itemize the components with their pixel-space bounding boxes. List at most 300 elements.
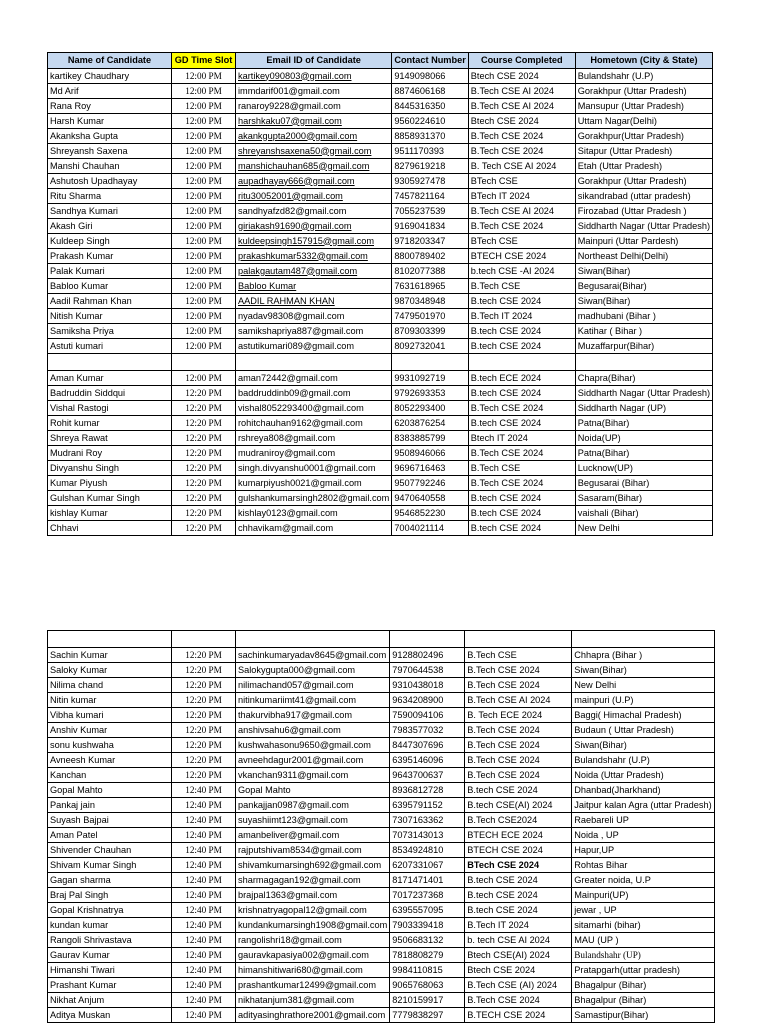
candidate-name: Kanchan [48,768,172,783]
hometown: Noida (Uttar Pradesh) [572,768,714,783]
candidate-email[interactable]: giriakash91690@gmail.com [236,219,392,234]
gd-time-slot: 12:20 PM [172,708,236,723]
contact-number: 9508946066 [392,446,468,461]
course-completed: B.Tech IT 2024 [465,918,572,933]
spacer-row [48,354,713,371]
gd-time-slot: 12:00 PM [172,69,236,84]
course-completed: B.Tech CSE [468,279,575,294]
candidate-row [48,843,715,858]
candidate-name: kartikey Chaudhary [48,69,172,84]
hometown: Siwan(Bihar) [572,738,714,753]
contact-number: 9511170393 [392,144,468,159]
contact-number: 6395557095 [390,903,465,918]
contact-number: 9718203347 [392,234,468,249]
contact-number: 7818808279 [390,948,465,963]
candidate-name: Akanksha Gupta [48,129,172,144]
candidate-row [48,1008,715,1023]
course-completed: B.TECH CSE 2024 [465,1008,572,1023]
candidate-table-2 [47,630,715,1023]
course-completed: B.Tech CSE (AI) 2024 [465,978,572,993]
candidate-row [48,174,713,189]
hometown: Bhagalpur (Bihar) [572,978,714,993]
candidate-name: Vishal Rastogi [48,401,172,416]
gd-time-slot: 12:20 PM [172,678,236,693]
candidate-row [48,114,713,129]
contact-number: 9065768063 [390,978,465,993]
candidate-email: sandhyafzd82@gmail.com [236,204,392,219]
hometown: Siwan(Bihar) [575,294,712,309]
gd-time-slot: 12:20 PM [172,723,236,738]
candidate-row [48,873,715,888]
gd-time-slot: 12:20 PM [172,738,236,753]
gd-time-slot: 12:00 PM [172,174,236,189]
candidate-row [48,219,713,234]
hometown [572,631,714,648]
course-completed: B.Tech CSE AI 2024 [468,99,575,114]
course-completed: Btech CSE 2024 [468,69,575,84]
contact-number: 7055237539 [392,204,468,219]
gd-time-slot: 12:00 PM [172,204,236,219]
candidate-name: Sachin Kumar [48,648,172,663]
hometown: jewar , UP [572,903,714,918]
hometown: Begusarai (Bihar) [575,476,712,491]
course-completed: B.tech CSE 2024 [465,783,572,798]
candidate-email: kundankumarsingh1908@gmail.com [236,918,390,933]
contact-number: 9984110815 [390,963,465,978]
gd-time-slot: 12:40 PM [172,843,236,858]
candidate-name: Akash Giri [48,219,172,234]
candidate-row [48,663,715,678]
candidate-email: baddruddinb09@gmail.com [236,386,392,401]
gd-time-slot: 12:40 PM [172,903,236,918]
candidate-name: Palak Kumari [48,264,172,279]
contact-number: 9792693353 [392,386,468,401]
candidate-name: Babloo Kumar [48,279,172,294]
candidate-email [236,354,392,371]
course-completed: Btech CSE 2024 [468,114,575,129]
candidate-name: Shreyansh Saxena [48,144,172,159]
contact-number: 7073143013 [390,828,465,843]
hometown: New Delhi [575,521,712,536]
candidate-email: Gopal Mahto [236,783,390,798]
gd-time-slot: 12:00 PM [172,339,236,354]
course-completed: B.Tech CSE AI 2024 [468,84,575,99]
course-completed: B.Tech CSE [468,461,575,476]
candidate-name: Vibha kumari [48,708,172,723]
candidate-row [48,678,715,693]
candidate-row [48,84,713,99]
candidate-row [48,294,713,309]
gd-time-slot: 12:00 PM [172,99,236,114]
candidate-name: Himanshi Tiwari [48,963,172,978]
gd-time-slot: 12:20 PM [172,386,236,401]
contact-number: 8383885799 [392,431,468,446]
candidate-email: Salokygupta000@gmail.com [236,663,390,678]
hometown: Dhanbad(Jharkhand) [572,783,714,798]
contact-number: 9931092719 [392,371,468,386]
candidate-name: Gopal Mahto [48,783,172,798]
course-completed: B. Tech CSE AI 2024 [468,159,575,174]
hometown: Siddharth Nagar (Uttar Pradesh) [575,386,712,401]
hometown: Northeast Delhi(Delhi) [575,249,712,264]
candidate-row [48,69,713,84]
candidate-email: rajputshivam8534@gmail.com [236,843,390,858]
gd-time-slot: 12:00 PM [172,249,236,264]
contact-number: 7779838297 [390,1008,465,1023]
gd-time-slot: 12:40 PM [172,888,236,903]
candidate-email: sachinkumaryadav8645@gmail.com [236,648,390,663]
candidate-email: vishal8052293400@gmail.com [236,401,392,416]
candidate-name: Prakash Kumar [48,249,172,264]
candidate-email[interactable]: shreyanshsaxena50@gmail.com [236,144,392,159]
candidate-name: Aadil Rahman Khan [48,294,172,309]
candidate-email: suyashiimt123@gmail.com [236,813,390,828]
candidate-name: Nitish Kumar [48,309,172,324]
candidate-email[interactable]: palakgautam487@gmail.com [236,264,392,279]
course-completed: B.Tech CSE [465,648,572,663]
contact-number: 7590094106 [390,708,465,723]
candidate-email[interactable]: harshkaku07@gmail.com [236,114,392,129]
gd-time-slot: 12:40 PM [172,858,236,873]
candidate-row [48,723,715,738]
gd-time-slot: 12:00 PM [172,219,236,234]
gd-time-slot: 12:20 PM [172,753,236,768]
candidate-name: Astuti kumari [48,339,172,354]
gd-time-slot: 12:20 PM [172,416,236,431]
candidate-row [48,446,713,461]
candidate-email[interactable]: kartikey090803@gmail.com [236,69,392,84]
candidate-name: Rana Roy [48,99,172,114]
contact-number: 7017237368 [390,888,465,903]
candidate-email: mudraniroy@gmail.com [236,446,392,461]
gd-time-slot: 12:40 PM [172,798,236,813]
hometown: Sitapur (Uttar Pradesh) [575,144,712,159]
candidate-name: Mudrani Roy [48,446,172,461]
hometown: Budaun ( Uttar Pradesh) [572,723,714,738]
course-completed: B.Tech CSE AI 2024 [468,204,575,219]
candidate-name: Shreya Rawat [48,431,172,446]
contact-number: 8874606168 [392,84,468,99]
candidate-row [48,339,713,354]
contact-number: 8052293400 [392,401,468,416]
candidate-name: Anshiv Kumar [48,723,172,738]
candidate-row [48,963,715,978]
contact-number: 9870348948 [392,294,468,309]
contact-number: 8171471401 [390,873,465,888]
candidate-email: brajpal1363@gmail.com [236,888,390,903]
header-contact: Contact Number [392,53,468,69]
course-completed: B.Tech IT 2024 [468,309,575,324]
candidate-email[interactable]: AADIL RAHMAN KHAN [236,294,392,309]
candidate-row [48,693,715,708]
course-completed: Btech CSE(AI) 2024 [465,948,572,963]
candidate-email: kushwahasonu9650@gmail.com [236,738,390,753]
candidate-row [48,798,715,813]
course-completed: BTech CSE [468,174,575,189]
contact-number: 9506683132 [390,933,465,948]
gd-time-slot: 12:20 PM [172,461,236,476]
gd-time-slot: 12:20 PM [172,446,236,461]
gd-time-slot: 12:20 PM [172,693,236,708]
contact-number: 8800789402 [392,249,468,264]
course-completed: B.Tech CSE 2024 [465,753,572,768]
candidate-email: astutikumari089@gmail.com [236,339,392,354]
course-completed: B.tech CSE(AI) 2024 [465,798,572,813]
hometown: Siwan(Bihar) [575,264,712,279]
candidate-email[interactable]: Babloo Kumar [236,279,392,294]
candidate-email: gauravkapasiya002@gmail.com [236,948,390,963]
hometown: Baggi( Himachal Pradesh) [572,708,714,723]
course-completed [465,631,572,648]
hometown: Chapra(Bihar) [575,371,712,386]
candidate-email: samikshapriya887@gmail.com [236,324,392,339]
candidate-name: kundan kumar [48,918,172,933]
candidate-name: Md Arif [48,84,172,99]
candidate-email: anshivsahu6@gmail.com [236,723,390,738]
candidate-email: nilimachand057@gmail.com [236,678,390,693]
candidate-row [48,461,713,476]
gd-time-slot [172,631,236,648]
gd-time-slot: 12:40 PM [172,1008,236,1023]
candidate-email: nikhatanjum381@gmail.com [236,993,390,1008]
contact-number: 8936812728 [390,783,465,798]
hometown: Mainpuri (Uttar Pardesh) [575,234,712,249]
hometown: MAU (UP ) [572,933,714,948]
candidate-name: Gulshan Kumar Singh [48,491,172,506]
contact-number: 7903339418 [390,918,465,933]
hometown: vaishali (Bihar) [575,506,712,521]
candidate-name: Saloky Kumar [48,663,172,678]
contact-number: 8445316350 [392,99,468,114]
gd-time-slot: 12:00 PM [172,279,236,294]
course-completed: B.Tech CSE 2024 [465,678,572,693]
candidate-email: singh.divyanshu0001@gmail.com [236,461,392,476]
candidate-row [48,476,713,491]
candidate-name [48,354,172,371]
hometown: Raebareli UP [572,813,714,828]
gd-time-slot: 12:20 PM [172,506,236,521]
candidate-row [48,918,715,933]
candidate-table-1 [47,52,713,536]
candidate-email[interactable]: prakashkumar5332@gmail.com [236,249,392,264]
course-completed: B.tech CSE 2024 [468,521,575,536]
candidate-row [48,416,713,431]
candidate-name: Avneesh Kumar [48,753,172,768]
contact-number: 6395146096 [390,753,465,768]
candidate-name: Manshi Chauhan [48,159,172,174]
candidate-name: Ashutosh Upadhayay [48,174,172,189]
candidate-name: Suyash Bajpai [48,813,172,828]
candidate-row [48,948,715,963]
hometown: Muzaffarpur(Bihar) [575,339,712,354]
course-completed: B.tech ECE 2024 [468,371,575,386]
course-completed: B.Tech CSE 2024 [465,993,572,1008]
candidate-row [48,129,713,144]
candidate-row [48,888,715,903]
candidate-name: Rohit kumar [48,416,172,431]
candidate-name: Rangoli Shrivastava [48,933,172,948]
gd-time-slot: 12:20 PM [172,431,236,446]
candidate-name: Aditya Muskan [48,1008,172,1023]
gd-time-slot [172,354,236,371]
gd-time-slot: 12:00 PM [172,264,236,279]
candidate-name: Pankaj jain [48,798,172,813]
gd-time-slot: 12:20 PM [172,521,236,536]
candidate-row [48,738,715,753]
candidate-row [48,753,715,768]
candidate-row [48,264,713,279]
course-completed: B.tech CSE 2024 [468,416,575,431]
hometown: Bulandshahr (U.P) [572,753,714,768]
contact-number: 9546852230 [392,506,468,521]
hometown: Firozabad (Uttar Pradesh ) [575,204,712,219]
candidate-row [48,708,715,723]
gd-time-slot: 12:00 PM [172,114,236,129]
candidate-email: prashantkumar12499@gmail.com [236,978,390,993]
candidate-row [48,491,713,506]
candidate-email[interactable]: kuldeepsingh157915@gmail.com [236,234,392,249]
candidate-name [48,631,172,648]
hometown: Rohtas Bihar [572,858,714,873]
course-completed [468,354,575,371]
contact-number: 8210159917 [390,993,465,1008]
contact-number: 9696716463 [392,461,468,476]
candidate-email: sharmagagan192@gmail.com [236,873,390,888]
course-completed: B.tech CSE 2024 [468,386,575,401]
candidate-row [48,783,715,798]
candidate-name: Harsh Kumar [48,114,172,129]
hometown: Bulandshahr (U.P) [575,69,712,84]
candidate-row [48,521,713,536]
hometown: New Delhi [572,678,714,693]
candidate-email: himanshitiwari680@gmail.com [236,963,390,978]
contact-number: 9128802496 [390,648,465,663]
course-completed: BTECH CSE 2024 [465,843,572,858]
candidate-name: Gopal Krishnatrya [48,903,172,918]
hometown: Patna(Bihar) [575,416,712,431]
contact-number: 7307163362 [390,813,465,828]
gd-time-slot: 12:00 PM [172,234,236,249]
candidate-name: Prashant Kumar [48,978,172,993]
contact-number: 8279619218 [392,159,468,174]
candidate-row [48,371,713,386]
candidate-email: amanbeliver@gmail.com [236,828,390,843]
candidate-name: Ritu Sharma [48,189,172,204]
candidate-row [48,324,713,339]
candidate-row [48,401,713,416]
course-completed: BTECH CSE 2024 [468,249,575,264]
candidate-email: gulshankumarsingh2802@gmail.com [236,491,392,506]
candidate-row [48,813,715,828]
candidate-row [48,249,713,264]
contact-number: 6395791152 [390,798,465,813]
course-completed: B.Tech CSE 2024 [465,663,572,678]
gd-time-slot: 12:00 PM [172,294,236,309]
contact-number: 7004021114 [392,521,468,536]
candidate-email[interactable]: ritu30052001@gmail.com [236,189,392,204]
header-hometown: Hometown (City & State) [575,53,712,69]
gd-time-slot: 12:20 PM [172,491,236,506]
candidate-email: nitinkumariimt41@gmail.com [236,693,390,708]
candidate-name: Nilima chand [48,678,172,693]
gd-time-slot: 12:40 PM [172,918,236,933]
hometown: Bhagalpur (Bihar) [572,993,714,1008]
course-completed: Btech IT 2024 [468,431,575,446]
header-email: Email ID of Candidate [236,53,392,69]
contact-number: 7479501970 [392,309,468,324]
gd-time-slot: 12:00 PM [172,371,236,386]
course-completed: BTECH ECE 2024 [465,828,572,843]
candidate-name: Aman Kumar [48,371,172,386]
candidate-name: Nikhat Anjum [48,993,172,1008]
course-completed: B. Tech ECE 2024 [465,708,572,723]
contact-number: 8534924810 [390,843,465,858]
course-completed: B.tech CSE 2024 [468,506,575,521]
candidate-name: Kumar Piyush [48,476,172,491]
candidate-name: Shivender Chauhan [48,843,172,858]
candidate-name: Nitin kumar [48,693,172,708]
hometown: Siwan(Bihar) [572,663,714,678]
hometown: sitamarhi (bihar) [572,918,714,933]
candidate-row [48,858,715,873]
hometown: Noida(UP) [575,431,712,446]
contact-number: 8709303399 [392,324,468,339]
candidate-row [48,903,715,918]
gd-time-slot: 12:00 PM [172,324,236,339]
hometown: Siddharth Nagar (UP) [575,401,712,416]
candidate-email: pankajjan0987@gmail.com [236,798,390,813]
contact-number: 9643700637 [390,768,465,783]
gd-time-slot: 12:20 PM [172,648,236,663]
candidate-row [48,234,713,249]
candidate-name: Sandhya Kumari [48,204,172,219]
hometown: sikandrabad (uttar pradesh) [575,189,712,204]
candidate-email[interactable]: aupadhayay666@gmail.com [236,174,392,189]
gd-time-slot: 12:40 PM [172,963,236,978]
contact-number: 8858931370 [392,129,468,144]
course-completed: B.tech CSE 2024 [468,324,575,339]
gd-time-slot: 12:00 PM [172,159,236,174]
course-completed: BTech IT 2024 [468,189,575,204]
candidate-row [48,309,713,324]
hometown: Chhapra (Bihar ) [572,648,714,663]
header-gd-time-slot: GD Time Slot [172,53,236,69]
hometown: Noida , UP [572,828,714,843]
contact-number [392,354,468,371]
candidate-row [48,933,715,948]
contact-number: 8092732041 [392,339,468,354]
hometown: mainpuri (U.P) [572,693,714,708]
candidate-row [48,648,715,663]
course-completed: b.tech CSE -AI 2024 [468,264,575,279]
hometown [575,354,712,371]
course-completed: B.Tech CSE 2024 [468,446,575,461]
contact-number: 8447307696 [390,738,465,753]
candidate-email[interactable]: akankgupta2000@gmail.com [236,129,392,144]
gd-time-slot: 12:40 PM [172,873,236,888]
course-completed: B.Tech CSE 2024 [468,144,575,159]
candidate-email [236,631,390,648]
candidate-email[interactable]: manshichauhan685@gmail.com [236,159,392,174]
gd-time-slot: 12:40 PM [172,813,236,828]
candidate-name: Braj Pal Singh [48,888,172,903]
gd-time-slot: 12:40 PM [172,828,236,843]
course-completed: B.tech CSE 2024 [468,294,575,309]
candidate-row [48,386,713,401]
hometown: Mainpuri(UP) [572,888,714,903]
course-completed: B.tech CSE 2024 [468,339,575,354]
course-completed: B.tech CSE 2024 [465,903,572,918]
